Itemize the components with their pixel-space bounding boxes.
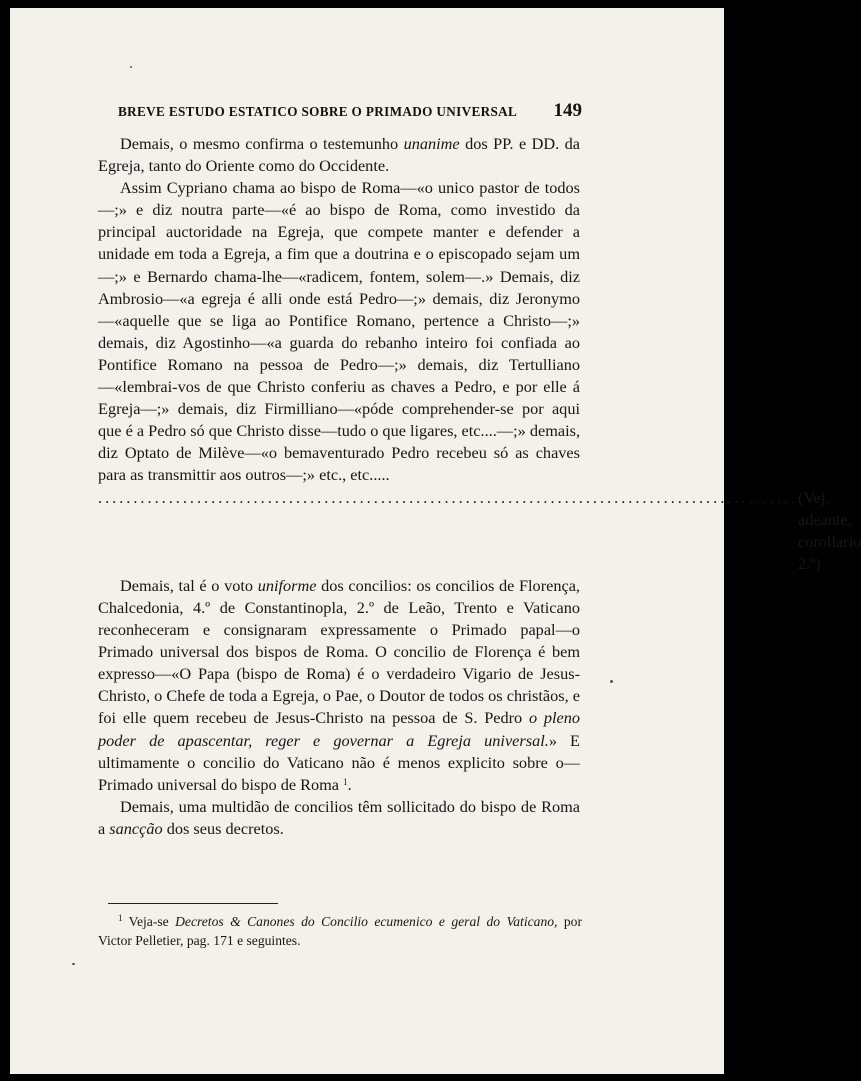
footnote: $^1$ Veja-se Decretos & Canones do Concilio ecumenico e geral do Vaticano, por Victor Pelletier, pag. 171 e seguintes. bbox=[98, 913, 582, 948]
footnote-marker: 1 bbox=[343, 776, 348, 787]
paragraph: Assim Cypriano chama ao bispo de Roma—«o unico pastor de todos—;» e diz noutra parte—«é ao bispo de Roma, como investido da principal auctoridade na Egreja, que compete manter e defender a unidade em toda a Egreja, a fim que a doutrina e o episcopado sejam um—;» e Bernardo chama-lhe—«radicem, fontem, solem—.» Demais, diz Ambrosio—«a egreja é alli onde está Pedro—;» demais, diz Jeronymo—«aquelle que se liga ao Pontifice Romano, pertence a Christo—;» demais, diz Agostinho—«a guarda do rebanho inteiro foi confiada ao Pontifice Romano na pessoa de Pedro—;» demais, diz Tertulliano—«lembrai-vos de que Christo conferiu as chaves a Pedro, e por elle á Egreja—;» demais, diz Firmilliano—«póde comprehender-se por aqui que é a Pedro só que Christo disse—tudo o que ligares, etc....—;» demais, diz Optato de Milève—«o bemaventurado Pedro recebeu só as chaves para as transmittir aos outros—;» etc., etc..... bbox=[98, 178, 581, 485]
running-header bbox=[118, 100, 586, 122]
body-text bbox=[98, 133, 861, 840]
footnote-mark: 1 bbox=[118, 913, 123, 923]
paragraph: Demais, tal é o voto uniforme dos concilios: os concilios de Florença, Chalcedonia, 4.º de Constantinopla, 2.º de Leão, Trento e Vaticano reconheceram e consignaram expressamente o Primado papal—o Primado universal dos bispos de Roma. O concilio de Florença é bem expresso—«O Papa (bispo de Roma) é o verdadeiro Vigario de Jesus-Christo, o Chefe de toda a Egreja, o Pae, o Doutor de todos os christãos, e foi elle quem recebeu de Jesus-Christo na pessoa de S. Pedro o pleno poder de apascentar, reger e governar a Egreja universal.» E ultimamente o concilio do Vaticano não é menos explicito sobre o—Primado universal do bispo de Roma $^1$. bbox=[98, 575, 581, 794]
paragraph: Demais, o mesmo confirma o testemunho unanime dos PP. e DD. da Egreja, tanto do Oriente como do Occidente. bbox=[98, 134, 580, 176]
paragraph: Demais, uma multidão de concilios têm sollicitado do bispo de Roma a sancção dos seus decretos. bbox=[98, 796, 580, 838]
footnote-rule bbox=[108, 903, 278, 904]
page-number: 149 bbox=[553, 100, 582, 121]
running-title: BREVE ESTUDO ESTATICO SOBRE O PRIMADO UNIVERSAL bbox=[118, 104, 518, 119]
reference-text: (Vej. adeante, corollario 2.º) bbox=[797, 487, 861, 573]
book-page bbox=[10, 8, 861, 1074]
reference-line bbox=[98, 487, 861, 575]
dot-leader: ................................................................................................... bbox=[98, 487, 798, 507]
